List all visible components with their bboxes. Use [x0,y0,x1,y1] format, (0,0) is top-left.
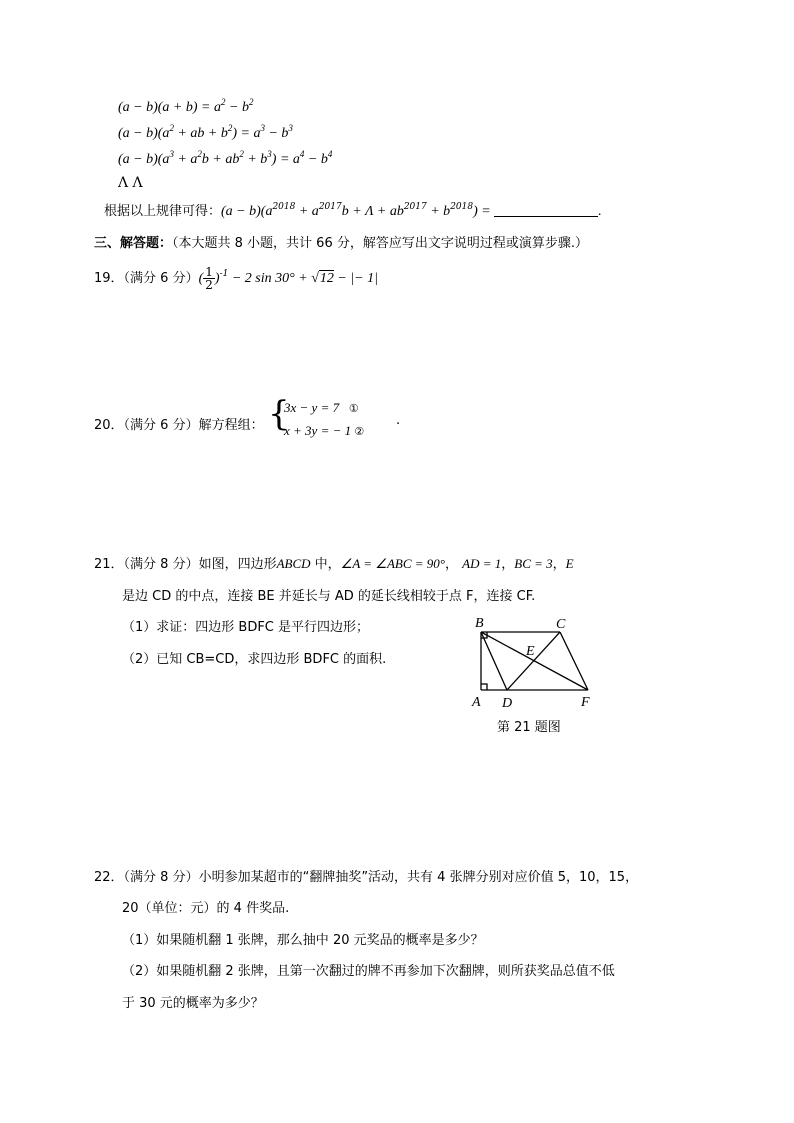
q20-eq1: 3x − y = 7 ① [284,400,359,415]
q21-line2: 是边 CD 的中点，连接 BE 并延长与 AD 的延长线相较于点 F，连接 CF. [122,589,536,604]
rule-line: 根据以上规律可得：$(a - b)(a^{2018} + a^{2017}b + \Lambda + ab^{2017} + b^{2018})$ = . [104,202,602,219]
figure-caption: 第 21 题图 [497,720,561,735]
q19-label: 19．（满分 6 分） [94,271,199,286]
question-19: 19．（满分 6 分）( $\frac{1}{2}$ )$^{-1}$ − 2 sin 30° + √12 − |− 1| [94,265,378,292]
q20-label: 20．（满分 6 分）解方程组： [94,418,264,433]
point-c-label: C [556,617,566,632]
q22-line1: 22．（满分 8 分）小明参加某超市的“翻牌抽奖”活动，共有 4 张牌分别对应价值 5，10，15， [94,870,639,885]
q22-part1: （1）如果随机翻 1 张牌，那么抽中 20 元奖品的概率是多少？ [122,933,484,948]
point-a-label: A [472,695,481,710]
point-f-label: F [581,695,590,710]
q22-part2b: 于 30 元的概率为多少？ [122,996,264,1011]
point-d-label: D [502,696,513,711]
q21-part1: （1）求证：四边形 BDFC 是平行四边形； [122,620,370,635]
section-3-desc: （本大题共 8 小题，共计 66 分，解答应写出文字说明过程或演算步骤.） [172,236,588,251]
q22-part2: （2）如果随机翻 2 张牌，且第一次翻过的牌不再参加下次翻牌，则所获奖品总值不低 [122,964,615,979]
q21-figure [470,612,600,712]
segment-cf [560,632,588,690]
q21-part2: （2）已知 CB=CD，求四边形 BDFC 的面积. [122,652,387,667]
point-b-label: B [475,616,484,631]
system-brace: { [268,394,290,434]
ellipsis: Λ Λ [118,175,143,191]
segment-bd [481,632,507,690]
identity-3: $(a - b)(a^3 + a^2b + ab^2 + b^3) = a^4 - b^4$ [118,149,333,167]
section-3-title: 三、解答题： [94,236,173,251]
q22-line2: 20（单位：元）的 4 件奖品. [122,901,290,916]
q20-end: . [396,413,401,428]
answer-blank [494,203,598,217]
point-e-label: E [526,644,535,659]
identity-2: $(a - b)(a^2$ + ab + $b^2) = a^3 - b^3$ [118,123,293,141]
q20-eq2: x + 3y = − 1 ② [284,423,365,438]
q21-line1: 21．（满分 8 分）如图，四边形ABCD 中，∠A = ∠ABC = 90°， AD = 1，BC = 3，E [94,556,574,572]
section-3-header [94,232,588,251]
right-angle-a [481,684,487,690]
identity-1: $(a - b)(a + b) = a^2 - b^2$ [118,97,254,115]
segment-bf [481,632,588,690]
